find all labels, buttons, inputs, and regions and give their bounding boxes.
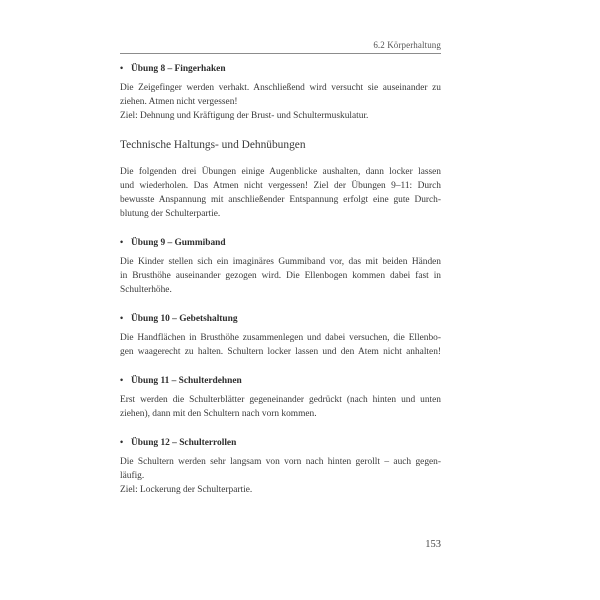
bullet-icon: • <box>120 437 124 447</box>
exercise-description <box>120 455 441 497</box>
text-line: blutung der Schulterpartie. <box>120 209 221 219</box>
section <box>120 138 441 221</box>
running-header: 6.2 Körperhaltung <box>373 40 441 50</box>
exercise-title: Übung 9 – Gummiband <box>131 238 226 248</box>
exercise-heading <box>120 373 441 388</box>
exercise-title: Übung 8 – Fingerhaken <box>131 64 226 74</box>
text-line: Erst werden die Schulterblätter gegeneinander gedrückt (nach hinten und unten <box>120 395 441 405</box>
text-line: Die Handflächen in Brusthöhe zusammenlegen und dabei versuchen, die Ellenbo- <box>120 333 441 343</box>
header-rule <box>120 53 441 54</box>
text-line: bewusste Anspannung mit anschließender Entspannung erfolgt eine gute Durch- <box>120 195 441 205</box>
text-line: Die Schultern werden sehr langsam von vorn nach hinten gerollt – auch gegen- <box>120 457 441 467</box>
text-line: Die Zeigefinger werden verhakt. Anschließend wird versucht sie auseinander zu <box>120 83 441 93</box>
exercise-title: Übung 10 – Gebetshaltung <box>131 314 238 324</box>
text-line: gen waagerecht zu halten. Schultern locker lassen und den Atem nicht anhalten! <box>120 347 441 357</box>
exercise-title: Übung 12 – Schulterrollen <box>131 438 237 448</box>
text-line: Schulterhöhe. <box>120 285 172 295</box>
bullet-icon: • <box>120 237 124 247</box>
text-line: Ziel: Lockerung der Schulterpartie. <box>120 485 253 495</box>
text-line: läufig. <box>120 471 145 481</box>
text-line: ziehen. Atmen nicht vergessen! <box>120 97 238 107</box>
page-number: 153 <box>425 539 441 550</box>
exercise-heading <box>120 235 441 250</box>
exercise-description <box>120 393 441 421</box>
exercise-11 <box>120 373 441 421</box>
exercise-description <box>120 81 441 123</box>
exercise-heading <box>120 435 441 450</box>
exercise-title: Übung 11 – Schulterdehnen <box>131 376 242 386</box>
exercise-description <box>120 331 441 359</box>
exercise-8 <box>120 61 441 123</box>
text-line: Ziel: Dehnung und Kräftigung der Brust- und Schultermuskulatur. <box>120 111 369 121</box>
section-title: Technische Haltungs- und Dehnübungen <box>120 139 306 151</box>
exercise-heading <box>120 311 441 326</box>
bullet-icon: • <box>120 63 124 73</box>
exercise-9 <box>120 235 441 297</box>
text-line: und wiederholen. Das Atmen nicht vergessen! Ziel der Übungen 9–11: Durch <box>120 181 441 191</box>
page-content <box>120 61 441 497</box>
text-line: ziehen), dann mit den Schultern nach vorn kommen. <box>120 409 317 419</box>
section-intro <box>120 165 441 221</box>
bullet-icon: • <box>120 375 124 385</box>
bullet-icon: • <box>120 313 124 323</box>
text-line: Die Kinder stellen sich ein imaginäres Gummiband vor, das mit beiden Händen <box>120 257 441 267</box>
exercise-12 <box>120 435 441 497</box>
text-line: Die folgenden drei Übungen einige Augenblicke aushalten, dann locker lassen <box>120 167 441 177</box>
exercise-10 <box>120 311 441 359</box>
text-line: in Brusthöhe auseinander gezogen wird. Die Ellenbogen kommen dabei fast in <box>120 271 441 281</box>
exercise-description <box>120 255 441 297</box>
exercise-heading <box>120 61 441 76</box>
